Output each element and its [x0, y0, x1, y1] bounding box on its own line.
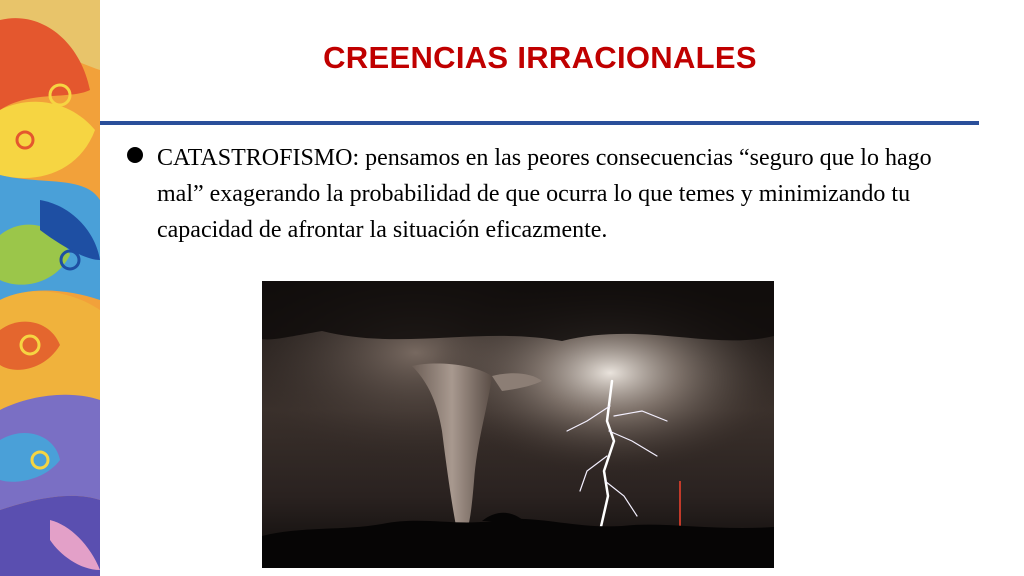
mandala-decoration-image: [0, 0, 100, 576]
filled-circle-bullet-icon: [126, 146, 144, 164]
bullet-term: CATASTROFISMO:: [157, 145, 360, 171]
bullet-text: [157, 140, 956, 248]
slide-title: CREENCIAS IRRACIONALES: [323, 40, 757, 75]
bullet-item: [126, 140, 956, 248]
title-divider: [100, 121, 979, 125]
tornado-lightning-photo: [262, 281, 774, 568]
bullet-body: pensamos en las peores consecuencias “seguro que lo hago mal” exagerando la probabilidad de que ocurra lo que temes y minimizando tu capacidad de afrontar la situación eficazmente.: [157, 145, 932, 243]
